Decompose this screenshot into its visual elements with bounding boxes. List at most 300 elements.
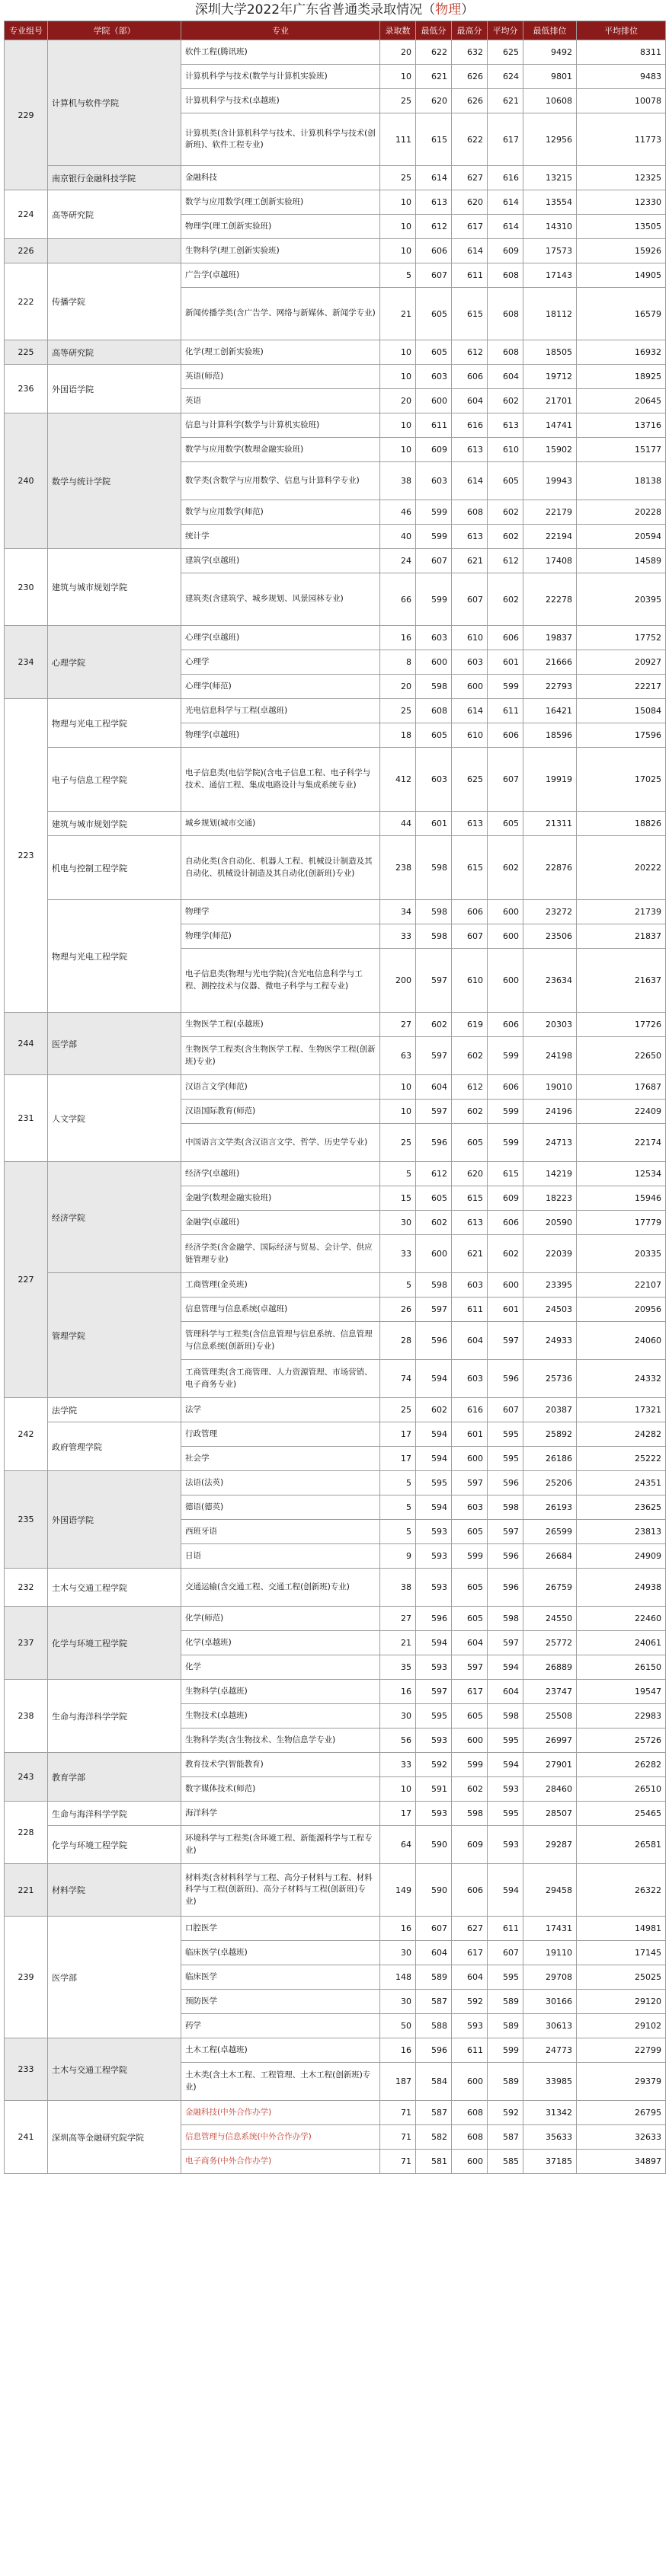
table-row: [5, 190, 666, 215]
avg-rank-cell: 24909: [577, 1544, 666, 1569]
max-score-cell: 602: [452, 1100, 488, 1124]
min-score-cell: 602: [416, 1211, 452, 1235]
max-score-cell: 617: [452, 215, 488, 239]
college-cell: 人文学院: [48, 1075, 181, 1162]
major-cell: 生物医学工程类(含生物医学工程、生物医学工程(创新班)专业): [181, 1037, 380, 1075]
min-score-cell: 599: [416, 500, 452, 525]
major-cell: 环境科学与工程类(含环境工程、新能源科学与工程专业): [181, 1826, 380, 1864]
max-score-cell: 600: [452, 1447, 488, 1471]
min-score-cell: 593: [416, 1569, 452, 1607]
group-code-cell: 233: [5, 2038, 48, 2101]
avg-rank-cell: 20594: [577, 525, 666, 549]
admitted-count-cell: 74: [380, 1360, 416, 1398]
major-cell: 土木工程(卓越班): [181, 2038, 380, 2063]
major-cell: 信息管理与信息系统(中外合作办学): [181, 2125, 380, 2150]
admitted-count-cell: 35: [380, 1655, 416, 1680]
admitted-count-cell: 33: [380, 924, 416, 949]
major-cell: 城乡规划(城市交通): [181, 812, 380, 836]
min-rank-cell: 9801: [523, 65, 577, 89]
college-cell: 材料学院: [48, 1864, 181, 1917]
table-row: [5, 2038, 666, 2063]
max-score-cell: 620: [452, 190, 488, 215]
max-score-cell: 599: [452, 1753, 488, 1777]
admitted-count-cell: 5: [380, 1520, 416, 1544]
avg-rank-cell: 18138: [577, 462, 666, 500]
avg-score-cell: 600: [488, 900, 523, 924]
table-row: [5, 2101, 666, 2125]
min-score-cell: 620: [416, 89, 452, 113]
avg-score-cell: 595: [488, 1965, 523, 1990]
group-code-cell: 242: [5, 1398, 48, 1471]
major-cell: 金融学(数理金融实验班): [181, 1186, 380, 1211]
max-score-cell: 597: [452, 1471, 488, 1495]
max-score-cell: 600: [452, 1729, 488, 1753]
min-score-cell: 598: [416, 1273, 452, 1298]
avg-rank-cell: 24351: [577, 1471, 666, 1495]
min-rank-cell: 19919: [523, 748, 577, 812]
avg-score-cell: 599: [488, 1100, 523, 1124]
max-score-cell: 613: [452, 438, 488, 462]
min-rank-cell: 21311: [523, 812, 577, 836]
avg-rank-cell: 21739: [577, 900, 666, 924]
table-row: [5, 1607, 666, 1631]
table-row: [5, 1864, 666, 1917]
min-rank-cell: 24198: [523, 1037, 577, 1075]
college-cell: 物理与光电工程学院: [48, 699, 181, 748]
max-score-cell: 604: [452, 389, 488, 413]
major-cell: 经济学(卓越班): [181, 1162, 380, 1186]
college-cell: 建筑与城市规划学院: [48, 812, 181, 836]
table-row: [5, 40, 666, 65]
avg-score-cell: 596: [488, 1471, 523, 1495]
min-rank-cell: 24933: [523, 1322, 577, 1360]
max-score-cell: 616: [452, 413, 488, 438]
avg-score-cell: 606: [488, 723, 523, 748]
min-score-cell: 606: [416, 239, 452, 263]
major-cell: 西班牙语: [181, 1520, 380, 1544]
admitted-count-cell: 9: [380, 1544, 416, 1569]
group-code-cell: 236: [5, 365, 48, 413]
min-rank-cell: 18223: [523, 1186, 577, 1211]
college-cell: 土木与交通工程学院: [48, 1569, 181, 1607]
min-score-cell: 582: [416, 2125, 452, 2150]
college-cell: 外国语学院: [48, 365, 181, 413]
avg-rank-cell: 11773: [577, 113, 666, 166]
min-rank-cell: 25206: [523, 1471, 577, 1495]
admitted-count-cell: 5: [380, 1495, 416, 1520]
avg-rank-cell: 26322: [577, 1864, 666, 1917]
admitted-count-cell: 10: [380, 340, 416, 365]
major-cell: 物理学(师范): [181, 924, 380, 949]
avg-score-cell: 608: [488, 340, 523, 365]
max-score-cell: 606: [452, 1864, 488, 1917]
max-score-cell: 610: [452, 723, 488, 748]
min-score-cell: 613: [416, 190, 452, 215]
college-cell: 传播学院: [48, 263, 181, 340]
title-main: 深圳大学2022年广东省普通类录取情况（: [194, 2, 436, 18]
min-rank-cell: 29287: [523, 1826, 577, 1864]
min-score-cell: 593: [416, 1544, 452, 1569]
admitted-count-cell: 15: [380, 1186, 416, 1211]
max-score-cell: 621: [452, 549, 488, 573]
major-cell: 物理学(理工创新实验班): [181, 215, 380, 239]
min-rank-cell: 26186: [523, 1447, 577, 1471]
max-score-cell: 607: [452, 573, 488, 626]
table-row: [5, 812, 666, 836]
avg-score-cell: 609: [488, 239, 523, 263]
min-score-cell: 604: [416, 1075, 452, 1100]
avg-score-cell: 595: [488, 1802, 523, 1826]
admitted-count-cell: 24: [380, 549, 416, 573]
major-cell: 口腔医学: [181, 1917, 380, 1941]
table-row: [5, 549, 666, 573]
min-score-cell: 588: [416, 2014, 452, 2038]
major-cell: 数字媒体技术(师范): [181, 1777, 380, 1802]
avg-rank-cell: 29120: [577, 1990, 666, 2014]
min-rank-cell: 23747: [523, 1680, 577, 1704]
admission-table: [4, 21, 666, 2174]
min-score-cell: 612: [416, 215, 452, 239]
avg-score-cell: 593: [488, 1777, 523, 1802]
avg-score-cell: 593: [488, 1826, 523, 1864]
header-min-score: 最低分: [416, 21, 452, 40]
avg-rank-cell: 26150: [577, 1655, 666, 1680]
avg-rank-cell: 22983: [577, 1704, 666, 1729]
admitted-count-cell: 27: [380, 1013, 416, 1037]
avg-score-cell: 606: [488, 1211, 523, 1235]
college-cell: 法学院: [48, 1398, 181, 1422]
min-score-cell: 603: [416, 365, 452, 389]
min-score-cell: 597: [416, 949, 452, 1013]
admitted-count-cell: 10: [380, 190, 416, 215]
group-code-cell: 229: [5, 40, 48, 190]
avg-score-cell: 585: [488, 2150, 523, 2174]
min-rank-cell: 26684: [523, 1544, 577, 1569]
avg-score-cell: 606: [488, 626, 523, 650]
avg-rank-cell: 10078: [577, 89, 666, 113]
major-cell: 药学: [181, 2014, 380, 2038]
table-row: [5, 1422, 666, 1447]
min-rank-cell: 18505: [523, 340, 577, 365]
avg-rank-cell: 21637: [577, 949, 666, 1013]
max-score-cell: 600: [452, 675, 488, 699]
group-code-cell: 235: [5, 1471, 48, 1569]
major-cell: 化学(卓越班): [181, 1631, 380, 1655]
admitted-count-cell: 5: [380, 1162, 416, 1186]
min-rank-cell: 26889: [523, 1655, 577, 1680]
major-cell: 临床医学: [181, 1965, 380, 1990]
table-row: [5, 1802, 666, 1826]
avg-rank-cell: 17145: [577, 1941, 666, 1965]
table-row: [5, 1075, 666, 1100]
major-cell: 生物技术(卓越班): [181, 1704, 380, 1729]
min-score-cell: 605: [416, 340, 452, 365]
min-rank-cell: 30613: [523, 2014, 577, 2038]
college-cell: 机电与控制工程学院: [48, 836, 181, 900]
college-cell: 管理学院: [48, 1273, 181, 1398]
min-score-cell: 587: [416, 2101, 452, 2125]
avg-score-cell: 613: [488, 413, 523, 438]
min-rank-cell: 23395: [523, 1273, 577, 1298]
max-score-cell: 614: [452, 462, 488, 500]
college-cell: 高等研究院: [48, 190, 181, 239]
max-score-cell: 627: [452, 1917, 488, 1941]
min-rank-cell: 25892: [523, 1422, 577, 1447]
max-score-cell: 619: [452, 1013, 488, 1037]
max-score-cell: 602: [452, 1777, 488, 1802]
major-cell: 日语: [181, 1544, 380, 1569]
table-row: [5, 1569, 666, 1607]
avg-rank-cell: 15177: [577, 438, 666, 462]
major-cell: 化学(理工创新实验班): [181, 340, 380, 365]
min-rank-cell: 22278: [523, 573, 577, 626]
min-score-cell: 594: [416, 1360, 452, 1398]
avg-rank-cell: 22107: [577, 1273, 666, 1298]
avg-score-cell: 606: [488, 1013, 523, 1037]
max-score-cell: 602: [452, 1037, 488, 1075]
min-rank-cell: 24713: [523, 1124, 577, 1162]
min-rank-cell: 23272: [523, 900, 577, 924]
admitted-count-cell: 16: [380, 1680, 416, 1704]
avg-rank-cell: 24282: [577, 1422, 666, 1447]
avg-rank-cell: 20927: [577, 650, 666, 675]
max-score-cell: 626: [452, 65, 488, 89]
min-score-cell: 605: [416, 1186, 452, 1211]
admitted-count-cell: 26: [380, 1298, 416, 1322]
min-rank-cell: 25736: [523, 1360, 577, 1398]
avg-rank-cell: 9483: [577, 65, 666, 89]
avg-rank-cell: 13505: [577, 215, 666, 239]
avg-rank-cell: 20645: [577, 389, 666, 413]
min-rank-cell: 18596: [523, 723, 577, 748]
min-score-cell: 595: [416, 1704, 452, 1729]
college-cell: 教育学部: [48, 1753, 181, 1802]
avg-rank-cell: 24332: [577, 1360, 666, 1398]
avg-rank-cell: 25025: [577, 1965, 666, 1990]
avg-rank-cell: 8311: [577, 40, 666, 65]
group-code-cell: 226: [5, 239, 48, 263]
max-score-cell: 611: [452, 1298, 488, 1322]
max-score-cell: 632: [452, 40, 488, 65]
table-row: [5, 340, 666, 365]
avg-score-cell: 595: [488, 1447, 523, 1471]
avg-rank-cell: 29379: [577, 2063, 666, 2101]
group-code-cell: 223: [5, 699, 48, 1013]
avg-rank-cell: 22217: [577, 675, 666, 699]
admitted-count-cell: 21: [380, 1631, 416, 1655]
min-rank-cell: 25508: [523, 1704, 577, 1729]
page-title: [0, 0, 669, 21]
avg-score-cell: 597: [488, 1520, 523, 1544]
max-score-cell: 617: [452, 1680, 488, 1704]
min-rank-cell: 20387: [523, 1398, 577, 1422]
major-cell: 信息管理与信息系统(卓越班): [181, 1298, 380, 1322]
admitted-count-cell: 20: [380, 675, 416, 699]
major-cell: 法语(法英): [181, 1471, 380, 1495]
major-cell: 数学与应用数学(师范): [181, 500, 380, 525]
avg-rank-cell: 16932: [577, 340, 666, 365]
major-cell: 生物科学(卓越班): [181, 1680, 380, 1704]
avg-rank-cell: 17752: [577, 626, 666, 650]
major-cell: 英语(师范): [181, 365, 380, 389]
major-cell: 物理学(卓越班): [181, 723, 380, 748]
major-cell: 生物科学类(含生物技术、生物信息学专业): [181, 1729, 380, 1753]
admitted-count-cell: 27: [380, 1607, 416, 1631]
admitted-count-cell: 17: [380, 1447, 416, 1471]
college-cell: 数学与统计学院: [48, 413, 181, 549]
max-score-cell: 604: [452, 1631, 488, 1655]
college-cell: [48, 239, 181, 263]
admitted-count-cell: 149: [380, 1864, 416, 1917]
avg-score-cell: 608: [488, 263, 523, 288]
avg-rank-cell: 20222: [577, 836, 666, 900]
min-score-cell: 590: [416, 1826, 452, 1864]
avg-rank-cell: 16579: [577, 288, 666, 340]
admitted-count-cell: 16: [380, 626, 416, 650]
major-cell: 数学与应用数学(数理金融实验班): [181, 438, 380, 462]
header-avg-rank: 平均排位: [577, 21, 666, 40]
admitted-count-cell: 25: [380, 1398, 416, 1422]
min-rank-cell: 26759: [523, 1569, 577, 1607]
min-rank-cell: 10608: [523, 89, 577, 113]
admitted-count-cell: 148: [380, 1965, 416, 1990]
min-score-cell: 603: [416, 626, 452, 650]
table-row: [5, 1471, 666, 1495]
avg-score-cell: 594: [488, 1655, 523, 1680]
table-row: [5, 626, 666, 650]
min-score-cell: 594: [416, 1495, 452, 1520]
max-score-cell: 610: [452, 949, 488, 1013]
avg-rank-cell: 24938: [577, 1569, 666, 1607]
group-code-cell: 222: [5, 263, 48, 340]
avg-rank-cell: 24060: [577, 1322, 666, 1360]
min-rank-cell: 20590: [523, 1211, 577, 1235]
avg-rank-cell: 12325: [577, 166, 666, 190]
major-cell: 电子信息类(电信学院)(含电子信息工程、电子科学与技术、通信工程、集成电路设计与集成系统专业): [181, 748, 380, 812]
avg-score-cell: 621: [488, 89, 523, 113]
avg-rank-cell: 17025: [577, 748, 666, 812]
group-code-cell: 234: [5, 626, 48, 699]
min-rank-cell: 22179: [523, 500, 577, 525]
admitted-count-cell: 111: [380, 113, 416, 166]
avg-rank-cell: 17687: [577, 1075, 666, 1100]
min-score-cell: 594: [416, 1422, 452, 1447]
admitted-count-cell: 34: [380, 900, 416, 924]
min-rank-cell: 29458: [523, 1864, 577, 1917]
min-rank-cell: 16421: [523, 699, 577, 723]
min-rank-cell: 25772: [523, 1631, 577, 1655]
avg-score-cell: 595: [488, 1422, 523, 1447]
avg-rank-cell: 26282: [577, 1753, 666, 1777]
avg-rank-cell: 22174: [577, 1124, 666, 1162]
min-score-cell: 607: [416, 549, 452, 573]
major-cell: 材料类(含材料科学与工程、高分子材料与工程、材料科学与工程(创新班)、高分子材料与工程(创新班)专业): [181, 1864, 380, 1917]
college-cell: 化学与环境工程学院: [48, 1607, 181, 1680]
avg-rank-cell: 15946: [577, 1186, 666, 1211]
avg-score-cell: 601: [488, 650, 523, 675]
avg-score-cell: 599: [488, 1037, 523, 1075]
major-cell: 金融科技: [181, 166, 380, 190]
avg-score-cell: 587: [488, 2125, 523, 2150]
major-cell: 计算机类(含计算机科学与技术、计算机科学与技术(创新班)、软件工程专业): [181, 113, 380, 166]
avg-rank-cell: 14905: [577, 263, 666, 288]
max-score-cell: 609: [452, 1826, 488, 1864]
min-score-cell: 604: [416, 1941, 452, 1965]
avg-score-cell: 589: [488, 2014, 523, 2038]
min-rank-cell: 13215: [523, 166, 577, 190]
min-rank-cell: 19837: [523, 626, 577, 650]
college-cell: 生命与海洋科学学院: [48, 1802, 181, 1826]
major-cell: 社会学: [181, 1447, 380, 1471]
min-score-cell: 592: [416, 1753, 452, 1777]
avg-score-cell: 614: [488, 215, 523, 239]
admitted-count-cell: 10: [380, 438, 416, 462]
avg-score-cell: 606: [488, 1075, 523, 1100]
table-row: [5, 900, 666, 924]
avg-score-cell: 611: [488, 1917, 523, 1941]
group-code-cell: 221: [5, 1864, 48, 1917]
major-cell: 经济学类(含金融学、国际经济与贸易、会计学、供应链管理专业): [181, 1235, 380, 1273]
avg-score-cell: 601: [488, 1298, 523, 1322]
avg-score-cell: 589: [488, 1990, 523, 2014]
avg-score-cell: 602: [488, 573, 523, 626]
max-score-cell: 626: [452, 89, 488, 113]
avg-rank-cell: 20395: [577, 573, 666, 626]
major-cell: 工商管理类(含工商管理、人力资源管理、市场营销、电子商务专业): [181, 1360, 380, 1398]
admitted-count-cell: 44: [380, 812, 416, 836]
min-rank-cell: 35633: [523, 2125, 577, 2150]
avg-score-cell: 605: [488, 462, 523, 500]
min-score-cell: 597: [416, 1680, 452, 1704]
college-cell: 政府管理学院: [48, 1422, 181, 1471]
max-score-cell: 606: [452, 365, 488, 389]
major-cell: 英语: [181, 389, 380, 413]
min-score-cell: 603: [416, 748, 452, 812]
avg-rank-cell: 12330: [577, 190, 666, 215]
major-cell: 海洋科学: [181, 1802, 380, 1826]
major-cell: 建筑类(含建筑学、城乡规划、风景园林专业): [181, 573, 380, 626]
min-rank-cell: 37185: [523, 2150, 577, 2174]
major-cell: 计算机科学与技术(数学与计算机实验班): [181, 65, 380, 89]
avg-score-cell: 597: [488, 1631, 523, 1655]
min-rank-cell: 17431: [523, 1917, 577, 1941]
college-cell: 电子与信息工程学院: [48, 748, 181, 812]
min-score-cell: 593: [416, 1655, 452, 1680]
major-cell: 汉语言文学(师范): [181, 1075, 380, 1100]
min-rank-cell: 21701: [523, 389, 577, 413]
avg-score-cell: 594: [488, 1753, 523, 1777]
admitted-count-cell: 46: [380, 500, 416, 525]
table-row: [5, 166, 666, 190]
avg-rank-cell: 13716: [577, 413, 666, 438]
avg-rank-cell: 20228: [577, 500, 666, 525]
min-rank-cell: 31342: [523, 2101, 577, 2125]
avg-rank-cell: 22409: [577, 1100, 666, 1124]
min-score-cell: 587: [416, 1990, 452, 2014]
major-cell: 交通运输(含交通工程、交通工程(创新班)专业): [181, 1569, 380, 1607]
avg-rank-cell: 26510: [577, 1777, 666, 1802]
min-rank-cell: 19943: [523, 462, 577, 500]
avg-rank-cell: 34897: [577, 2150, 666, 2174]
min-rank-cell: 24773: [523, 2038, 577, 2063]
min-score-cell: 594: [416, 1631, 452, 1655]
group-code-cell: 231: [5, 1075, 48, 1162]
admitted-count-cell: 5: [380, 1273, 416, 1298]
admitted-count-cell: 10: [380, 1100, 416, 1124]
major-cell: 行政管理: [181, 1422, 380, 1447]
min-score-cell: 597: [416, 1298, 452, 1322]
avg-rank-cell: 20335: [577, 1235, 666, 1273]
